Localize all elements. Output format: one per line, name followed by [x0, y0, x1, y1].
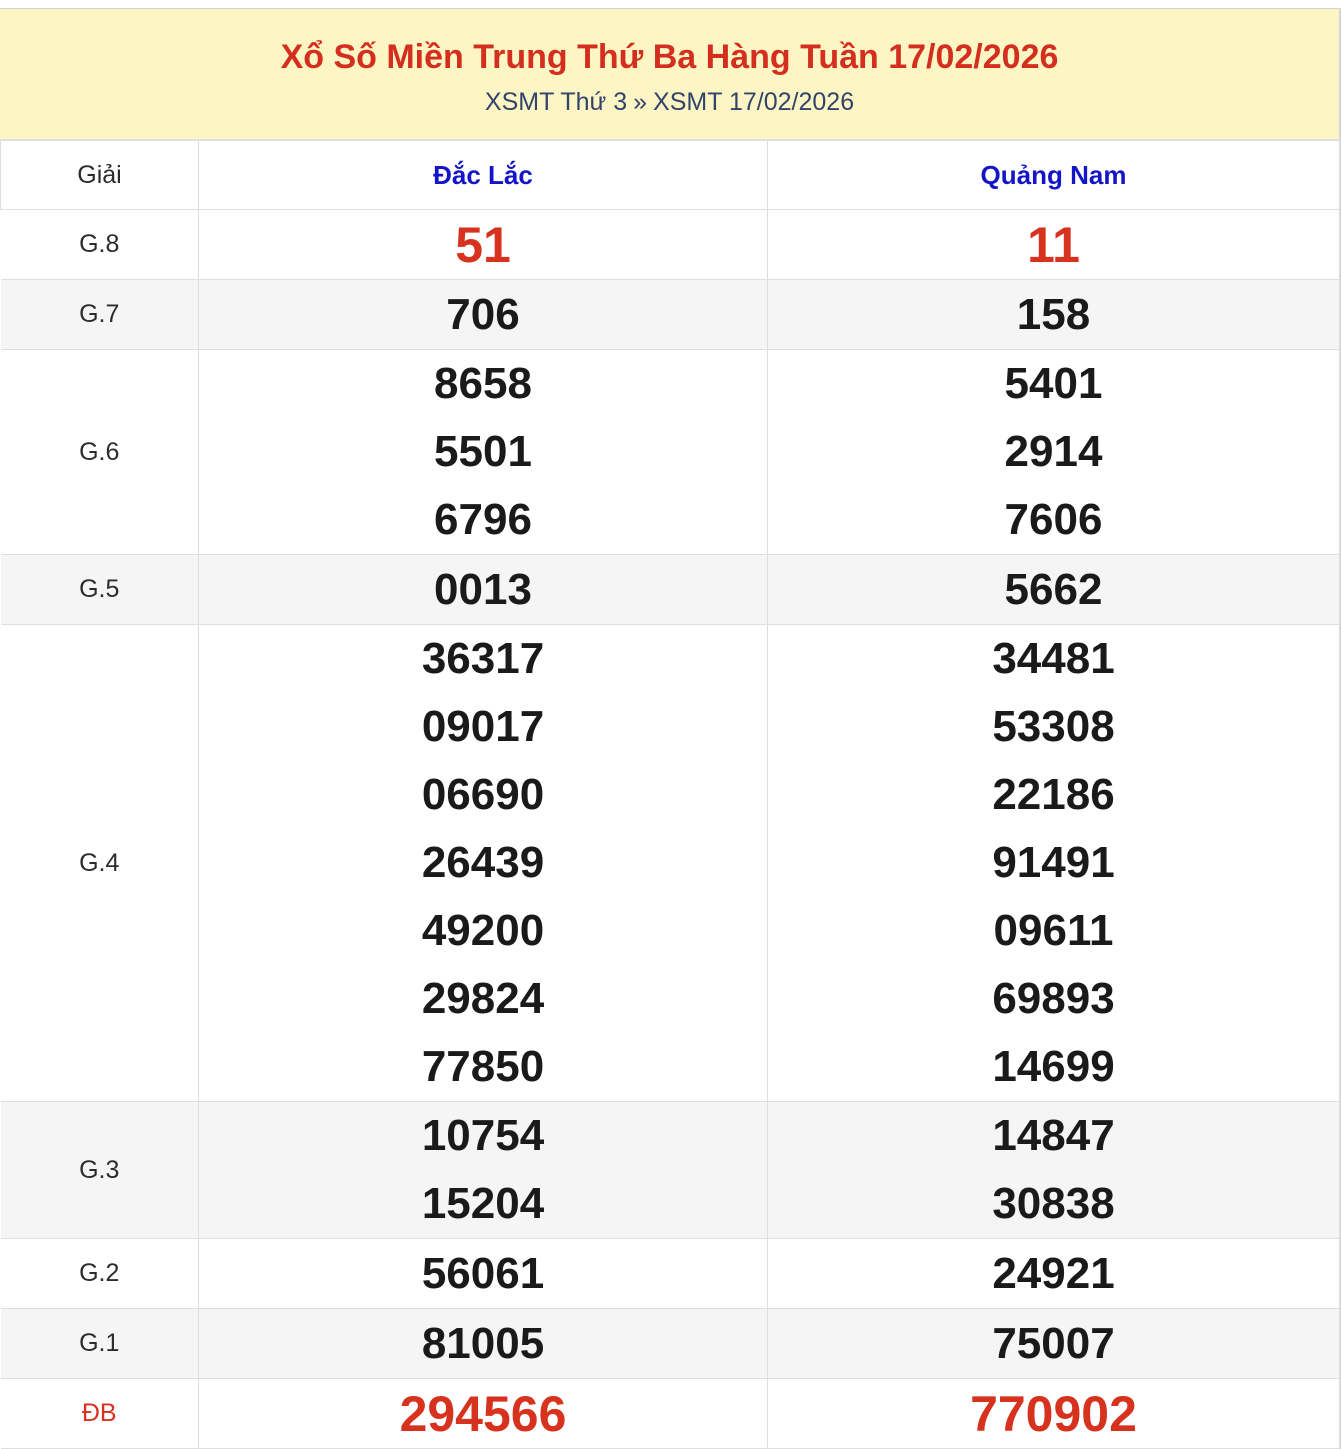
prize-number: 706 [446, 289, 520, 339]
prize-row-g2 [1, 1239, 1340, 1309]
prize-number: 11 [1027, 216, 1080, 273]
table-header-row [1, 141, 1340, 210]
prize-label: G.5 [1, 555, 199, 625]
prize-label-special: ĐB [1, 1379, 199, 1449]
results-table [0, 140, 1340, 1449]
breadcrumb-separator: » [633, 88, 648, 116]
prize-number: 49200 [421, 906, 545, 955]
prize-cell [768, 1239, 1340, 1309]
prize-row-special [1, 1379, 1340, 1449]
prize-cell [768, 210, 1340, 280]
prize-number: 2914 [1004, 427, 1103, 476]
prize-number: 5501 [434, 427, 532, 476]
prize-cell [199, 1309, 768, 1379]
prize-number: 26439 [421, 838, 545, 887]
prize-number: 24921 [992, 1248, 1115, 1298]
prize-cell [768, 1309, 1340, 1379]
breadcrumb-link-date[interactable]: XSMT 17/02/2026 [653, 88, 855, 116]
prize-cell [768, 625, 1340, 1102]
prize-row-g4 [1, 625, 1340, 1102]
prize-row-g7 [1, 280, 1340, 350]
breadcrumb-link-weekday[interactable]: XSMT Thứ 3 [484, 88, 628, 116]
prize-number: 14847 [992, 1111, 1115, 1160]
prize-number: 0013 [434, 564, 532, 614]
prize-cell [768, 350, 1340, 555]
prize-cell [768, 1102, 1340, 1239]
prize-row-g5 [1, 555, 1340, 625]
prize-number: 34481 [992, 634, 1115, 683]
prize-number: 75007 [992, 1318, 1115, 1368]
prize-label: G.2 [1, 1239, 199, 1309]
prize-row-g8 [1, 210, 1340, 280]
prize-number: 29824 [421, 974, 545, 1023]
prize-cell [199, 210, 768, 280]
province-header-quang-nam[interactable]: Quảng Nam [768, 141, 1340, 210]
breadcrumb [0, 87, 1339, 117]
prize-number: 6796 [434, 495, 532, 544]
prize-number: 30838 [992, 1179, 1115, 1228]
prize-cell [199, 1379, 768, 1449]
results-panel [0, 8, 1341, 1449]
prize-number: 10754 [421, 1111, 545, 1160]
prize-cell [199, 1102, 768, 1239]
prize-number: 5401 [1004, 359, 1103, 408]
results-header [0, 9, 1339, 140]
prize-label: G.8 [1, 210, 199, 280]
prize-label: G.3 [1, 1102, 199, 1239]
special-prize-number: 294566 [399, 1385, 567, 1442]
province-header-dak-lak[interactable]: Đắc Lắc [199, 141, 768, 210]
prize-cell [768, 280, 1340, 350]
prize-cell [768, 1379, 1340, 1449]
prize-number: 51 [455, 216, 511, 273]
prize-row-g6 [1, 350, 1340, 555]
prize-cell [768, 555, 1340, 625]
prize-number: 7606 [1004, 495, 1103, 544]
prize-number: 8658 [434, 359, 532, 408]
prize-row-g1 [1, 1309, 1340, 1379]
prize-cell [199, 350, 768, 555]
prize-number: 09017 [421, 702, 545, 751]
prize-column-header: Giải [1, 141, 199, 210]
prize-number: 69893 [992, 974, 1115, 1023]
prize-number: 15204 [421, 1179, 545, 1228]
prize-number: 5662 [1004, 564, 1103, 614]
prize-label: G.1 [1, 1309, 199, 1379]
prize-cell [199, 1239, 768, 1309]
prize-cell [199, 625, 768, 1102]
prize-number: 56061 [421, 1248, 545, 1298]
prize-number: 53308 [992, 702, 1115, 751]
prize-number: 22186 [992, 770, 1115, 819]
prize-label: G.6 [1, 350, 199, 555]
prize-number: 77850 [421, 1042, 545, 1091]
prize-number: 36317 [421, 634, 545, 683]
prize-row-g3 [1, 1102, 1340, 1239]
prize-cell [199, 280, 768, 350]
prize-number: 06690 [421, 770, 545, 819]
prize-number: 91491 [992, 838, 1115, 887]
special-prize-number: 770902 [970, 1385, 1137, 1442]
prize-label: G.4 [1, 625, 199, 1102]
prize-label: G.7 [1, 280, 199, 350]
prize-number: 158 [1016, 289, 1091, 339]
prize-cell [199, 555, 768, 625]
page-title: Xổ Số Miền Trung Thứ Ba Hàng Tuần 17/02/2026 [280, 38, 1059, 76]
prize-number: 81005 [421, 1318, 545, 1368]
prize-number: 14699 [992, 1042, 1115, 1091]
prize-number: 09611 [993, 906, 1114, 955]
